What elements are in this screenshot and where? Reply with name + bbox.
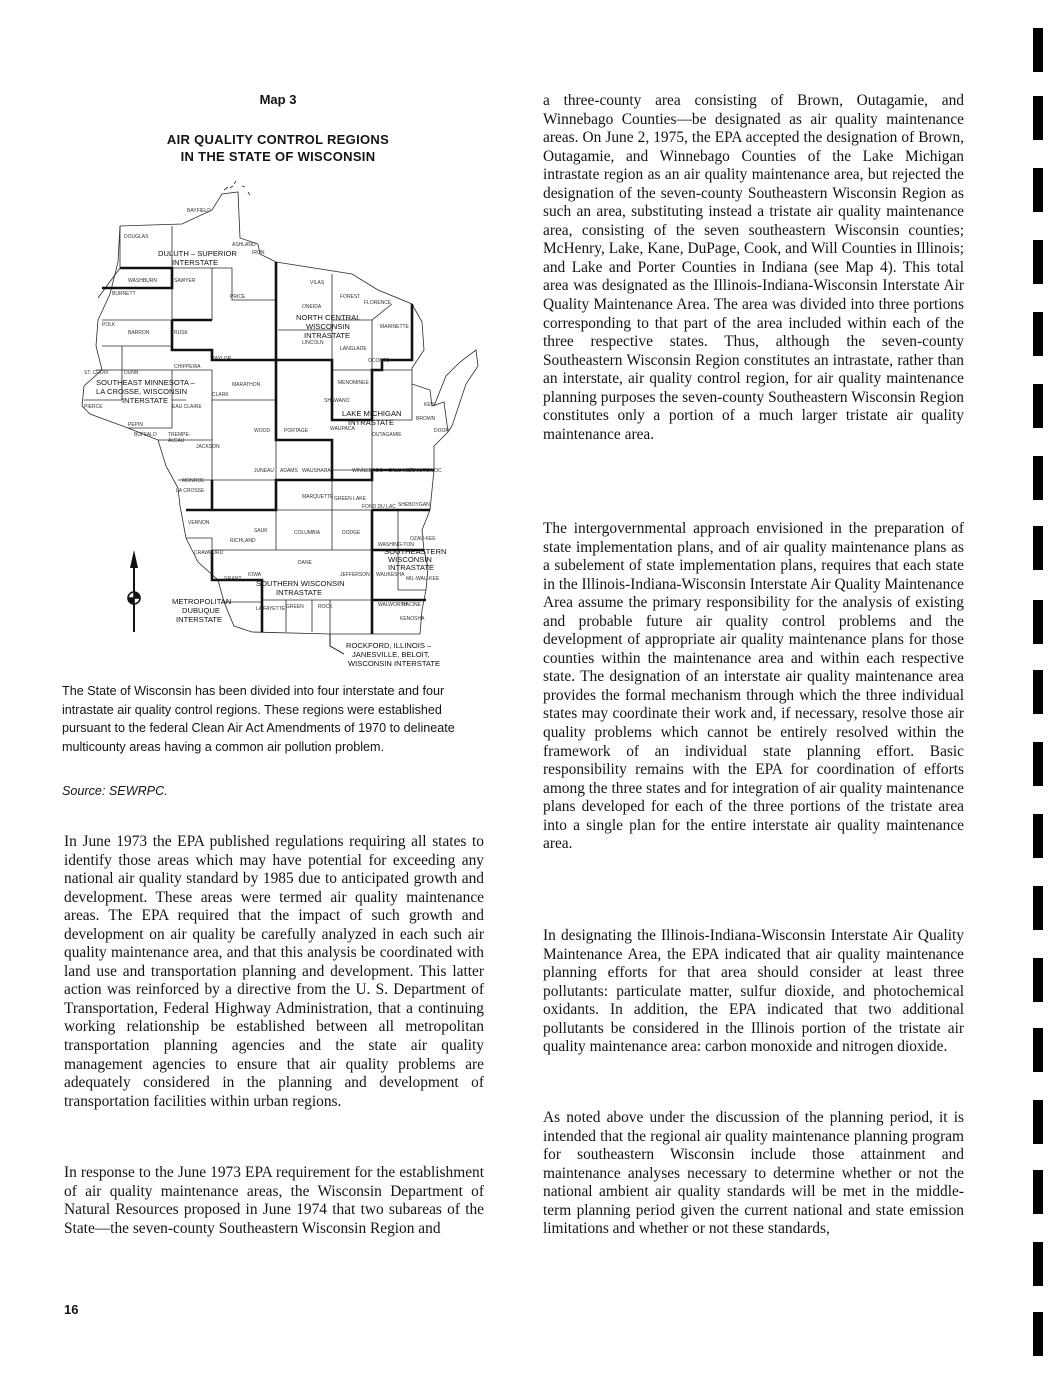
edge-mark (1033, 1170, 1043, 1214)
county-label: WASHING-TON (378, 542, 414, 548)
county-label: ADAMS (280, 468, 298, 474)
county-label: MIL-WAU-KEE (406, 576, 440, 582)
county-label: DUNN (124, 370, 139, 376)
edge-mark (1033, 96, 1043, 140)
edge-mark (1033, 312, 1043, 356)
edge-mark (1033, 1312, 1043, 1356)
edge-mark (1033, 1242, 1043, 1286)
rockford-leader-line (330, 634, 344, 654)
region-label: LA CROSSE, WISCONSIN (96, 387, 188, 396)
region-label: INTRASTATE (348, 418, 395, 427)
county-label: MENOMINEE (338, 380, 369, 386)
county-label: TREMPE- (168, 432, 191, 438)
county-label: MARINETTE (380, 324, 409, 330)
region-label: INTRASTATE (276, 588, 323, 597)
county-label: CRAWFORD (194, 550, 224, 556)
region-label: INTRASTATE (388, 563, 435, 572)
county-label: SHAWANO (324, 398, 350, 404)
body-paragraph: In response to the June 1973 EPA requirement for the establishment of air quality maintenance areas, the Wisconsin Department of Natural Resources proposed in June 1974 that two subareas of the State—the seven-county Southeastern Wisconsin Region and (64, 1164, 484, 1237)
county-label: BARRON (128, 330, 150, 336)
county-label: CALU-MET (388, 468, 414, 474)
figure-source: Source: SEWRPC. (62, 784, 168, 798)
county-label: BURNETT (112, 291, 136, 297)
county-label: JACKSON (196, 444, 220, 450)
county-label: WINNEBAGO (352, 468, 384, 474)
southern-boundary (212, 480, 372, 634)
county-label: DODGE (342, 530, 361, 536)
edge-mark (1033, 456, 1043, 500)
county-label: IRON (252, 250, 265, 256)
county-label: LA CROSSE (176, 488, 205, 494)
county-label: RICHLAND (230, 538, 256, 544)
region-label: METROPOLITAN (172, 597, 232, 606)
region-label: INTRASTATE (304, 331, 351, 340)
door-peninsula (434, 350, 478, 432)
county-label: GREEN (286, 604, 304, 610)
county-label: RACINE (402, 602, 421, 608)
map-caption-block (62, 92, 494, 165)
county-label: BROWN (416, 416, 436, 422)
edge-mark (1033, 742, 1043, 786)
region-label: ROCKFORD, ILLINOIS – (346, 641, 432, 650)
county-label: SAWYER (174, 278, 196, 284)
county-label: MARQUETTE (302, 494, 334, 500)
county-label: LANGLADE (340, 346, 367, 352)
county-label: DANE (298, 560, 312, 566)
region-label: INTERSTATE (122, 396, 169, 405)
body-paragraph: As noted above under the discussion of the planning period, it is intended that the regional air quality maintenance planning program for southeastern Wisconsin include those attainment and maintenance analyses necessary to determine whether or not the national ambient air quality standards will be met in the middle-term planning period given the current national and state emission limitations and whether or not these standards, (543, 1109, 964, 1238)
edge-mark (1033, 1100, 1043, 1144)
county-label: FOND DU LAC (362, 504, 396, 510)
body-paragraph: In June 1973 the EPA published regulations requiring all states to identify those areas which may have potential for exceeding any national air quality standard by 1985 due to anticipated growth and development. These areas were termed air quality maintenance areas. The EPA required that the impact of such growth and development on air quality be carefully analyzed in each such air quality maintenance area, and that this analysis be coordinated with land use and transportation planning and development. This latter action was reinforced by a directive from the U. S. Department of Transportation, Federal Highway Administration, that a continuing working relationship be established between all metropolitan transportation planning agencies and the state air quality management agencies to ensure that air quality problems are adequately considered in the planning and development of transportation facilities within urban regions. (64, 833, 484, 1110)
county-label: FLORENCE (364, 300, 392, 306)
county-label: SAUK (254, 528, 268, 534)
region-label: WISCONSIN (388, 555, 432, 564)
county-label: IOWA (248, 572, 262, 578)
county-label: CHIPPEWA (174, 364, 201, 370)
region-label: SOUTHERN WISCONSIN (256, 579, 345, 588)
body-paragraph: In designating the Illinois-Indiana-Wisconsin Interstate Air Quality Maintenance Area, the EPA indicated that air quality maintenance planning efforts for that area should consider at least three pollutants: particulate matter, sulfur dioxide, and photochemical oxidants. In addition, the EPA indicated that two additional pollutants be considered in the Illinois portion of the tristate air quality maintenance area: carbon monoxide and nitrogen dioxide. (543, 927, 964, 1056)
county-label: FOREST (340, 294, 361, 300)
edge-mark (1033, 168, 1043, 212)
county-label: PEPIN (128, 422, 144, 428)
body-paragraph: The intergovernmental approach envisioned in the preparation of state implementation plans, and of air quality maintenance plans as a subelement of state implementation plans, requires that each state in the Illinois-Indiana-Wisconsin Interstate Air Quality Maintenance Area assume the primary responsibility for the analysis of existing and probable future air quality control problems and the development of appropriate air quality maintenance plans for those counties within the maintenance area and within each respective state. The designation of an interstate air quality maintenance area provides the formal mechanism through which the three individual states may coordinate their work and, if necessary, resolve those air quality problems which cannot be entirely resolved within the framework of an individual state planning effort. Basic responsibility remains with the EPA for coordination of efforts among the three states and for integration of air quality maintenance plans developed for each of the three portions of the tristate area into a single plan for the entire interstate air quality maintenance area. (543, 520, 964, 853)
region-label: DULUTH – SUPERIOR (158, 249, 237, 258)
county-label: WAUKESHA (376, 572, 405, 578)
county-label: OUTAGAMIE (372, 432, 402, 438)
edge-mark (1033, 28, 1043, 72)
county-label: VERNON (188, 520, 210, 526)
county-label: WAUSHARA (302, 468, 331, 474)
edge-marks (1033, 0, 1047, 1380)
region-label: INTERSTATE (172, 258, 219, 267)
county-label: ALEAU (168, 438, 185, 444)
edge-mark (1033, 814, 1043, 858)
county-label: MANITOWOC (410, 468, 442, 474)
county-label: GRANT (224, 576, 242, 582)
edge-mark (1033, 886, 1043, 930)
edge-mark (1033, 600, 1043, 644)
county-label: COLUMBIA (294, 530, 321, 536)
county-label: PORTAGE (284, 428, 308, 434)
north-arrow (128, 550, 140, 632)
county-label: PIERCE (84, 404, 103, 410)
county-label: POLK (102, 322, 116, 328)
region-label: WISCONSIN INTERSTATE (348, 659, 441, 668)
county-label: TAYLOR (212, 356, 232, 362)
map-number: Map 3 (259, 92, 297, 107)
county-label: BAYFIELD (187, 208, 211, 214)
county-label: JEFFERSON (340, 572, 370, 578)
wisconsin-air-quality-map (62, 170, 502, 670)
region-label: WISCONSIN (306, 322, 350, 331)
county-label: JUNEAU (254, 468, 275, 474)
county-label: ST. CROIX (84, 370, 109, 376)
county-label: LINCOLN (302, 340, 324, 346)
body-paragraph: a three-county area consisting of Brown, Outagamie, and Winnebago Counties—be designated as air quality maintenance areas. On June 2, 1975, the EPA accepted the designation of Brown, Outagamie, and Winnebago Counties of the Lake Michigan intrastate region as an air quality maintenance area, but rejected the designation of the seven-county Southeastern Wisconsin Region as such an area, substituting instead a tristate air quality maintenance area, consisting of the seven southeastern Wisconsin counties; McHenry, Lake, Kane, DuPage, Cook, and Will Counties in Illinois; and Lake and Porter Counties in Indiana (see Map 4). This total area was designated as the Illinois-Indiana-Wisconsin Interstate Air Quality Maintenance Area. The area was divided into three portions corresponding to that part of the area included within each of the three respective states. Thus, although the seven-county Southeastern Wisconsin Region constitutes an intrastate, rather than an interstate, air quality control region, for air quality maintenance planning purposes the seven-county Southeastern Wisconsin Region constitutes only a portion of a much larger tristate air quality maintenance area. (543, 92, 964, 443)
county-label: BUFFALO (134, 432, 157, 438)
map-title-line-1: AIR QUALITY CONTROL REGIONS (166, 132, 390, 147)
north-central-boundary (276, 262, 412, 420)
region-label: DUBUQUE (182, 606, 220, 615)
county-label: WASHBURN (128, 278, 157, 284)
county-label: OCONTO (368, 358, 390, 364)
edge-mark (1033, 1028, 1043, 1072)
map-title-line-2: IN THE STATE OF WISCONSIN (180, 149, 376, 164)
edge-mark (1033, 958, 1043, 1002)
region-label: SOUTHEASTERN (384, 547, 447, 556)
county-label: WAUPACA (330, 426, 355, 432)
edge-mark (1033, 240, 1043, 284)
region-label: LAKE MICHIGAN (342, 409, 402, 418)
region-label: JANESVILLE, BELOIT, (352, 650, 430, 659)
county-label: EAU CLAIRE (172, 404, 202, 410)
county-label: KEW. (424, 402, 437, 408)
county-label: LA FAYETTE (256, 606, 286, 612)
county-label: ROCK (318, 604, 333, 610)
county-label: OZAU-KEE (410, 536, 436, 542)
county-label: PRICE (230, 294, 246, 300)
county-label: DOUGLAS (124, 234, 149, 240)
county-label: MONROE (182, 478, 205, 484)
county-label: SHEBOYGAN (398, 502, 430, 508)
edge-mark (1033, 670, 1043, 714)
county-label: DOOR (434, 428, 449, 434)
map-title (62, 131, 494, 165)
county-label: CLARK (212, 392, 229, 398)
figure-description: The State of Wisconsin has been divided into four interstate and four intrastate air quality control regions. These regions were established pursuant to the federal Clean Air Act Amendments of 1970 to delineate multicounty areas having a common air pollution problem. (62, 684, 455, 754)
county-label: ONEIDA (302, 304, 322, 310)
page-number: 16 (64, 1302, 79, 1317)
edge-mark (1033, 384, 1043, 428)
county-label: RUSK (174, 330, 188, 336)
county-label: GREEN LAKE (334, 496, 366, 502)
county-label: VILAS (310, 280, 325, 286)
county-label: KENOSHA (400, 616, 425, 622)
region-label: SOUTHEAST MINNESOTA – (96, 378, 195, 387)
edge-mark (1033, 526, 1043, 570)
county-label: MARATHON (232, 382, 261, 388)
county-label: ASHLAND (232, 242, 256, 248)
county-label: WALWORTH (378, 602, 408, 608)
region-label: NORTH CENTRAL (296, 313, 361, 322)
county-label: WOOD (254, 428, 271, 434)
region-label: INTERSTATE (176, 615, 223, 624)
